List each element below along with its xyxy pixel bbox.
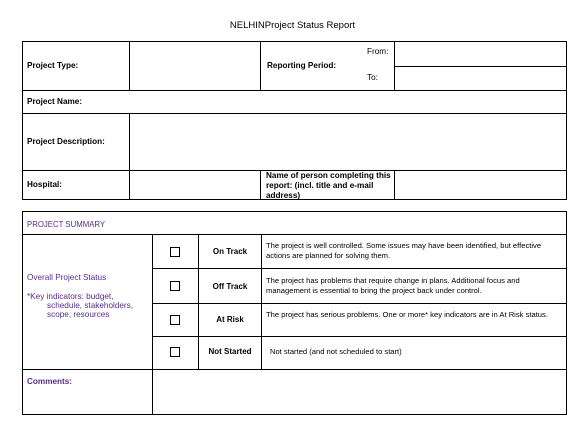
project-name-field[interactable] — [130, 91, 565, 112]
at-risk-checkbox[interactable] — [170, 315, 180, 325]
not-started-label: Not Started — [208, 347, 252, 356]
off-track-checkbox[interactable] — [170, 281, 180, 291]
table-border-left — [22, 41, 23, 199]
project-name-label: Project Name: — [27, 97, 83, 106]
row-divider — [152, 303, 567, 304]
hospital-label: Hospital: — [27, 180, 63, 189]
overall-status-label: Overall Project Status — [27, 273, 107, 282]
table-border-right — [566, 41, 567, 199]
row-divider — [152, 336, 567, 337]
to-date-field[interactable] — [395, 67, 565, 89]
from-date-field[interactable] — [395, 42, 565, 65]
off-track-label: Off Track — [212, 282, 248, 291]
not-started-description: Not started (and not scheduled to start) — [270, 347, 402, 356]
on-track-label: On Track — [212, 247, 248, 256]
project-description-field[interactable] — [130, 114, 565, 169]
col-divider — [260, 170, 261, 199]
table-border-bottom — [22, 414, 567, 415]
not-started-checkbox[interactable] — [170, 347, 180, 357]
hospital-field[interactable] — [130, 171, 259, 198]
row-divider — [152, 268, 567, 269]
report-title: NELHINProject Status Report — [229, 20, 356, 31]
col-divider — [261, 234, 262, 369]
comments-label: Comments: — [27, 377, 73, 386]
project-summary-heading: PROJECT SUMMARY — [27, 220, 106, 229]
from-label: From: — [367, 47, 389, 56]
reporting-period-label: Reporting Period: — [267, 61, 337, 70]
key-indicators-line-3: scope, resources — [47, 310, 110, 319]
off-track-description: The project has problems that require change in plans. Additional focus and management is essential to bring the project back under control. — [266, 276, 520, 295]
project-type-field[interactable] — [130, 42, 259, 89]
key-indicators-line-2: schedule, stakeholders, — [47, 301, 134, 310]
col-divider — [260, 41, 261, 90]
at-risk-description: The project has serious problems. One or more* key indicators are in At Risk status. — [266, 310, 548, 319]
comments-field[interactable] — [153, 370, 565, 413]
table-border-right — [566, 211, 567, 414]
to-label: To: — [367, 73, 378, 82]
project-description-label: Project Description: — [27, 137, 105, 146]
at-risk-label: At Risk — [216, 315, 244, 324]
table-border-left — [22, 211, 23, 414]
on-track-checkbox[interactable] — [170, 247, 180, 257]
person-completing-label: Name of person completing this report: (incl. title and e-mail address) — [266, 171, 391, 200]
on-track-description: The project is well controlled. Some issues may have been identified, but effective actions are planned for solving them. — [266, 241, 542, 260]
person-completing-field[interactable] — [395, 171, 565, 198]
table-border-top — [22, 211, 567, 212]
key-indicators-line-1: *Key indicators: budget, — [27, 292, 114, 301]
row-divider — [22, 234, 567, 235]
project-type-label: Project Type: — [27, 61, 79, 70]
